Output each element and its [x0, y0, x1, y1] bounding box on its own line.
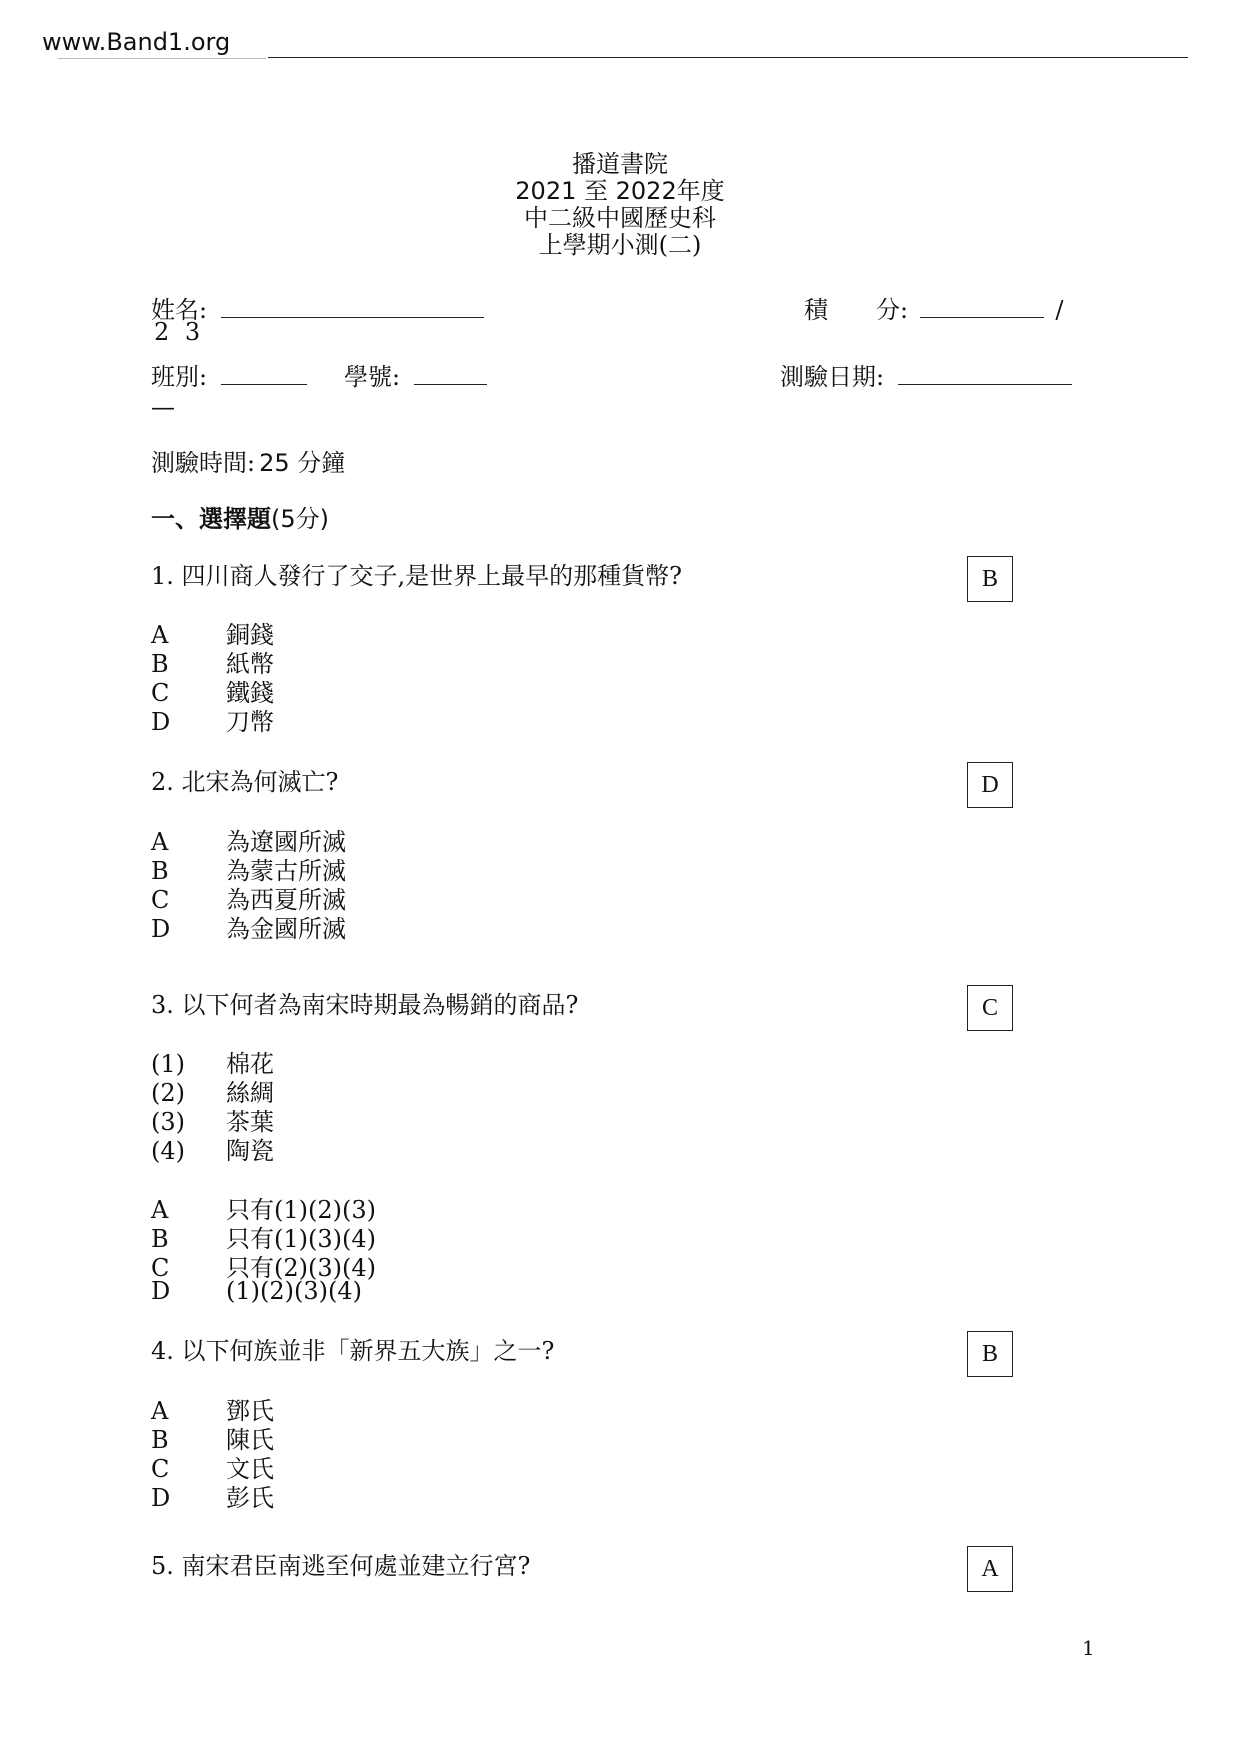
- year-suffix: 年度: [676, 177, 725, 205]
- school-name: 播道書院: [572, 150, 668, 178]
- option-1c[interactable]: C 鐵錢: [151, 679, 274, 707]
- year-to: 至: [584, 177, 608, 205]
- question-5: 5. 南宋君臣南逃至何處並建立行宮?: [151, 1552, 531, 1580]
- option-3c[interactable]: C 只有(2)(3)(4): [151, 1254, 376, 1282]
- name-blank[interactable]: [221, 297, 484, 318]
- option-3b[interactable]: B 只有(1)(3)(4): [151, 1225, 376, 1253]
- time-field: [151, 443, 345, 478]
- question-1: 1. 四川商人發行了交子,是世界上最早的那種貨幣?: [151, 562, 683, 590]
- date-blank[interactable]: [898, 364, 1072, 385]
- time-unit: 分鐘: [297, 449, 346, 477]
- header-rule: [268, 57, 1188, 58]
- course-title: 中二級中國歷史科: [524, 204, 716, 232]
- number-label: 學號:: [344, 363, 401, 391]
- answer-box-5[interactable]: A: [967, 1546, 1013, 1592]
- score-label-b: 分:: [876, 296, 909, 324]
- item-3-2: (2) 絲綢: [151, 1079, 274, 1107]
- date-tail: —: [151, 393, 175, 421]
- score-field: [804, 290, 1063, 325]
- test-title: 上學期小測(二): [538, 231, 702, 259]
- option-2a[interactable]: A 為遼國所滅: [151, 828, 346, 856]
- year-start: 2021: [515, 177, 577, 205]
- item-3-3: (3) 茶葉: [151, 1108, 274, 1136]
- section-heading: [151, 499, 329, 534]
- answer-box-3[interactable]: C: [967, 985, 1013, 1031]
- option-4a[interactable]: A 鄧氏: [151, 1397, 274, 1425]
- option-2b[interactable]: B 為蒙古所滅: [151, 857, 346, 885]
- score-total: 2 3: [154, 318, 205, 346]
- class-field: [151, 357, 487, 392]
- page-number: 1: [1082, 1636, 1095, 1660]
- option-2c[interactable]: C 為西夏所滅: [151, 886, 346, 914]
- answer-box-1[interactable]: B: [967, 556, 1013, 602]
- year-end: 2022: [615, 177, 677, 205]
- option-4b[interactable]: B 陳氏: [151, 1426, 274, 1454]
- question-2: 2. 北宋為何滅亡?: [151, 768, 339, 796]
- time-label: 測驗時間:: [151, 449, 256, 477]
- item-3-4: (4) 陶瓷: [151, 1137, 274, 1165]
- score-blank[interactable]: [920, 297, 1044, 318]
- item-3-1: (1) 棉花: [151, 1050, 274, 1078]
- time-value: 25: [259, 449, 290, 477]
- section-marks: (5分): [271, 505, 329, 533]
- option-1d[interactable]: D 刀幣: [151, 708, 274, 736]
- site-underline: [58, 58, 266, 59]
- question-4: 4. 以下何族並非「新界五大族」之一?: [151, 1337, 555, 1365]
- class-label: 班別:: [151, 363, 208, 391]
- section-title: 一、選擇題: [151, 505, 271, 533]
- question-3: 3. 以下何者為南宋時期最為暢銷的商品?: [151, 991, 579, 1019]
- class-blank[interactable]: [221, 364, 307, 385]
- option-1b[interactable]: B 紙幣: [151, 650, 274, 678]
- answer-box-4[interactable]: B: [967, 1331, 1013, 1377]
- option-4d[interactable]: D 彭氏: [151, 1484, 274, 1512]
- answer-box-2[interactable]: D: [967, 762, 1013, 808]
- option-2d[interactable]: D 為金國所滅: [151, 915, 346, 943]
- score-slash: /: [1055, 296, 1064, 324]
- option-1a[interactable]: A 銅錢: [151, 621, 274, 649]
- date-label: 測驗日期:: [780, 363, 885, 391]
- number-blank[interactable]: [414, 364, 487, 385]
- option-3d[interactable]: D (1)(2)(3)(4): [151, 1277, 362, 1305]
- date-field: [780, 357, 1072, 392]
- option-3a[interactable]: A 只有(1)(2)(3): [151, 1196, 376, 1224]
- option-4c[interactable]: C 文氏: [151, 1455, 274, 1483]
- name-label: 姓名:: [151, 296, 208, 324]
- site-url[interactable]: www.Band1.org: [42, 28, 231, 56]
- score-label-a: 積: [804, 296, 828, 324]
- school-year: [0, 178, 1240, 205]
